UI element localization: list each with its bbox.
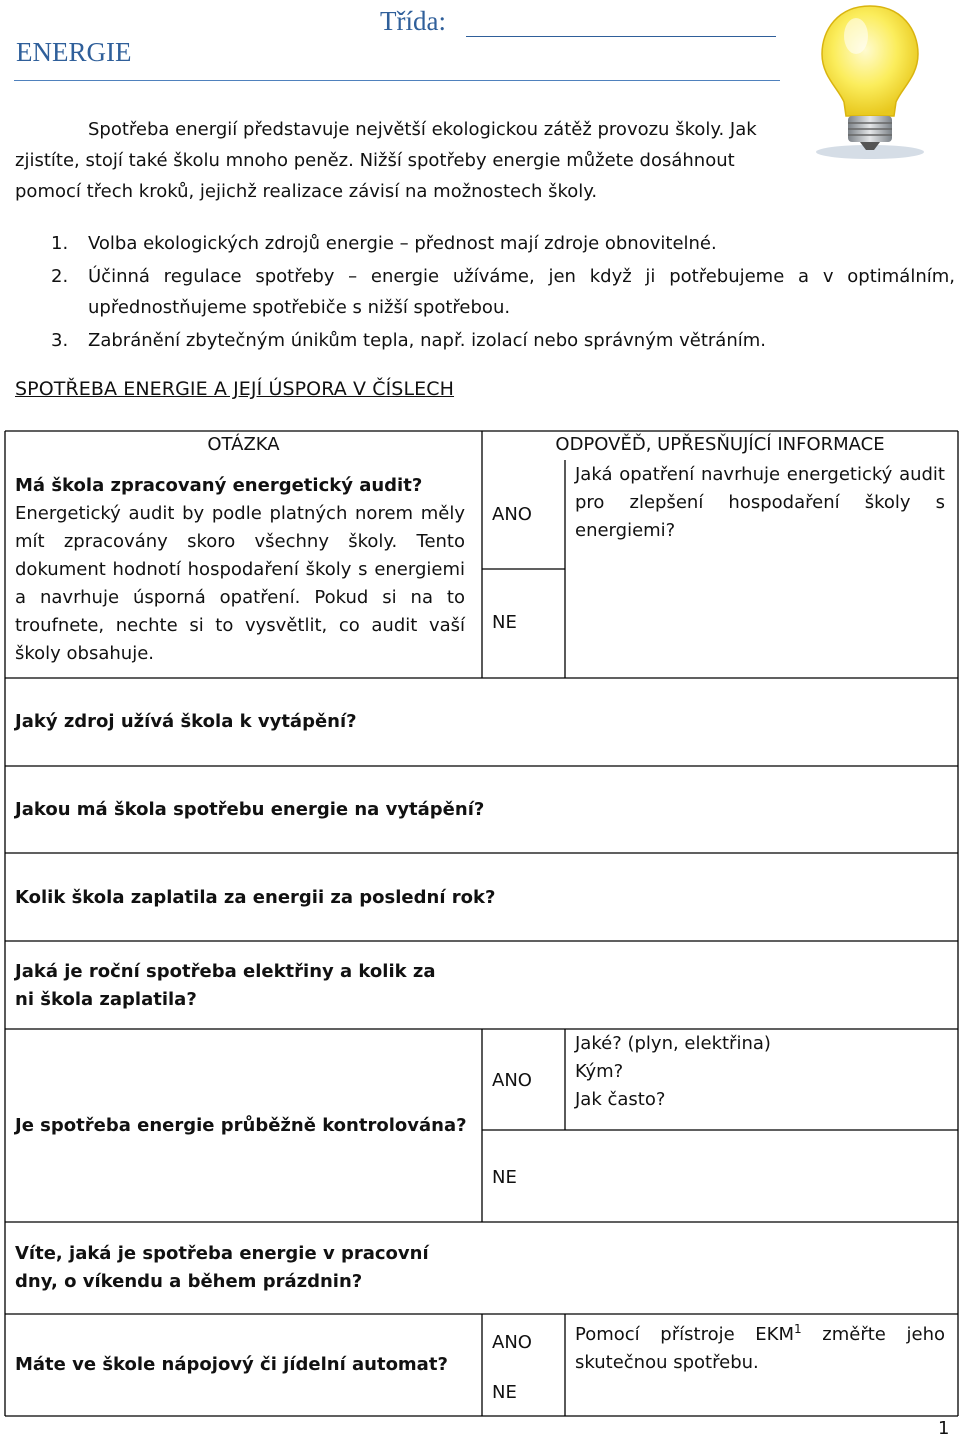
footnote-marker: 1 (794, 1322, 802, 1336)
hint-text: změřte jeho skutečnou spotřebu. (575, 1324, 945, 1373)
list-text: Volba ekologických zdrojů energie – přednost mají zdroje obnovitelné. (88, 233, 717, 254)
hint-line: Jaké? (plyn, elektřina) (575, 1033, 771, 1054)
intro-paragraph (15, 114, 777, 207)
question-energy-cost: Kolik škola zaplatila za energii za poslední rok? (15, 887, 496, 908)
answer-yes[interactable]: ANO (492, 504, 532, 525)
list-text: Účinná regulace spotřeby – energie užíváme, jen když ji potřebujeme a v optimálním, upřednostňujeme spotřebiče s nižší spotřebou. (88, 266, 955, 318)
light-bulb-icon (810, 2, 930, 160)
answer-yes[interactable]: ANO (492, 1070, 532, 1091)
question-audit (15, 472, 465, 668)
answer-no[interactable]: NE (492, 1167, 517, 1188)
question-heating-consumption: Jakou má škola spotřebu energie na vytápění? (15, 799, 485, 820)
column-header-question: OTÁZKA (207, 434, 280, 455)
class-label: Třída: (380, 6, 446, 36)
list-item (15, 228, 955, 259)
list-item (15, 261, 955, 323)
question-vending-machine: Máte ve škole nápojový či jídelní automat? (15, 1354, 448, 1375)
section-heading: SPOTŘEBA ENERGIE A JEJÍ ÚSPORA V ČÍSLECH (15, 378, 455, 400)
list-number: 3. (51, 330, 69, 351)
list-item (15, 325, 955, 356)
steps-list (15, 228, 955, 356)
intro-line: pomocí třech kroků, jejichž realizace závisí na možnostech školy. (15, 181, 598, 202)
intro-line: Spotřeba energií představuje největší ekologickou zátěž provozu školy. Jak (88, 119, 757, 140)
answer-field-audit[interactable] (566, 570, 957, 677)
answer-hint-monitoring (575, 1030, 771, 1114)
column-header-answer: ODPOVĚĎ, UPŘESŇUJÍCÍ INFORMACE (555, 434, 885, 455)
question-electricity: Jaká je roční spotřeba elektřiny a kolik za ni škola zaplatila? (15, 961, 436, 1010)
question-audit-text: Energetický audit by podle platných norem měly mít zpracovány skoro všechny školy. Tento dokument hodnotí hospodaření školy s energiemi a navrhuje úsporná opatření. Pokud si na to troufnete, nechte si to vysvětlit, co audit vaší školy obsahuje. (15, 503, 465, 664)
answer-hint-vending (575, 1315, 945, 1377)
answer-no[interactable]: NE (492, 1382, 517, 1403)
page-number: 1 (938, 1418, 950, 1439)
list-number: 2. (51, 266, 69, 287)
hint-text: Pomocí přístroje EKM (575, 1324, 794, 1345)
hint-line: Kým? (575, 1061, 624, 1082)
page-title: ENERGIE (16, 37, 132, 67)
class-fill-line[interactable] (466, 36, 776, 37)
hint-line: Jak často? (575, 1089, 666, 1110)
question-weekly-consumption: Víte, jaká je spotřeba energie v pracovní dny, o víkendu a během prázdnin? (15, 1243, 429, 1292)
question-heating-source: Jaký zdroj užívá škola k vytápění? (15, 711, 357, 732)
header-rule (14, 80, 780, 81)
question-audit-title: Má škola zpracovaný energetický audit? (15, 475, 423, 496)
question-monitoring: Je spotřeba energie průběžně kontrolována? (15, 1115, 467, 1136)
answer-no[interactable]: NE (492, 612, 517, 633)
list-text: Zabránění zbytečným únikům tepla, např. izolací nebo správným větráním. (88, 330, 766, 351)
answer-hint-audit: Jaká opatření navrhuje energetický audit pro zlepšení hospodaření školy s energiemi? (575, 464, 945, 541)
intro-line: zjistíte, stojí také školu mnoho peněz. Nižší spotřeby energie můžete dosáhnout (15, 150, 735, 171)
answer-yes[interactable]: ANO (492, 1332, 532, 1353)
list-number: 1. (51, 233, 69, 254)
